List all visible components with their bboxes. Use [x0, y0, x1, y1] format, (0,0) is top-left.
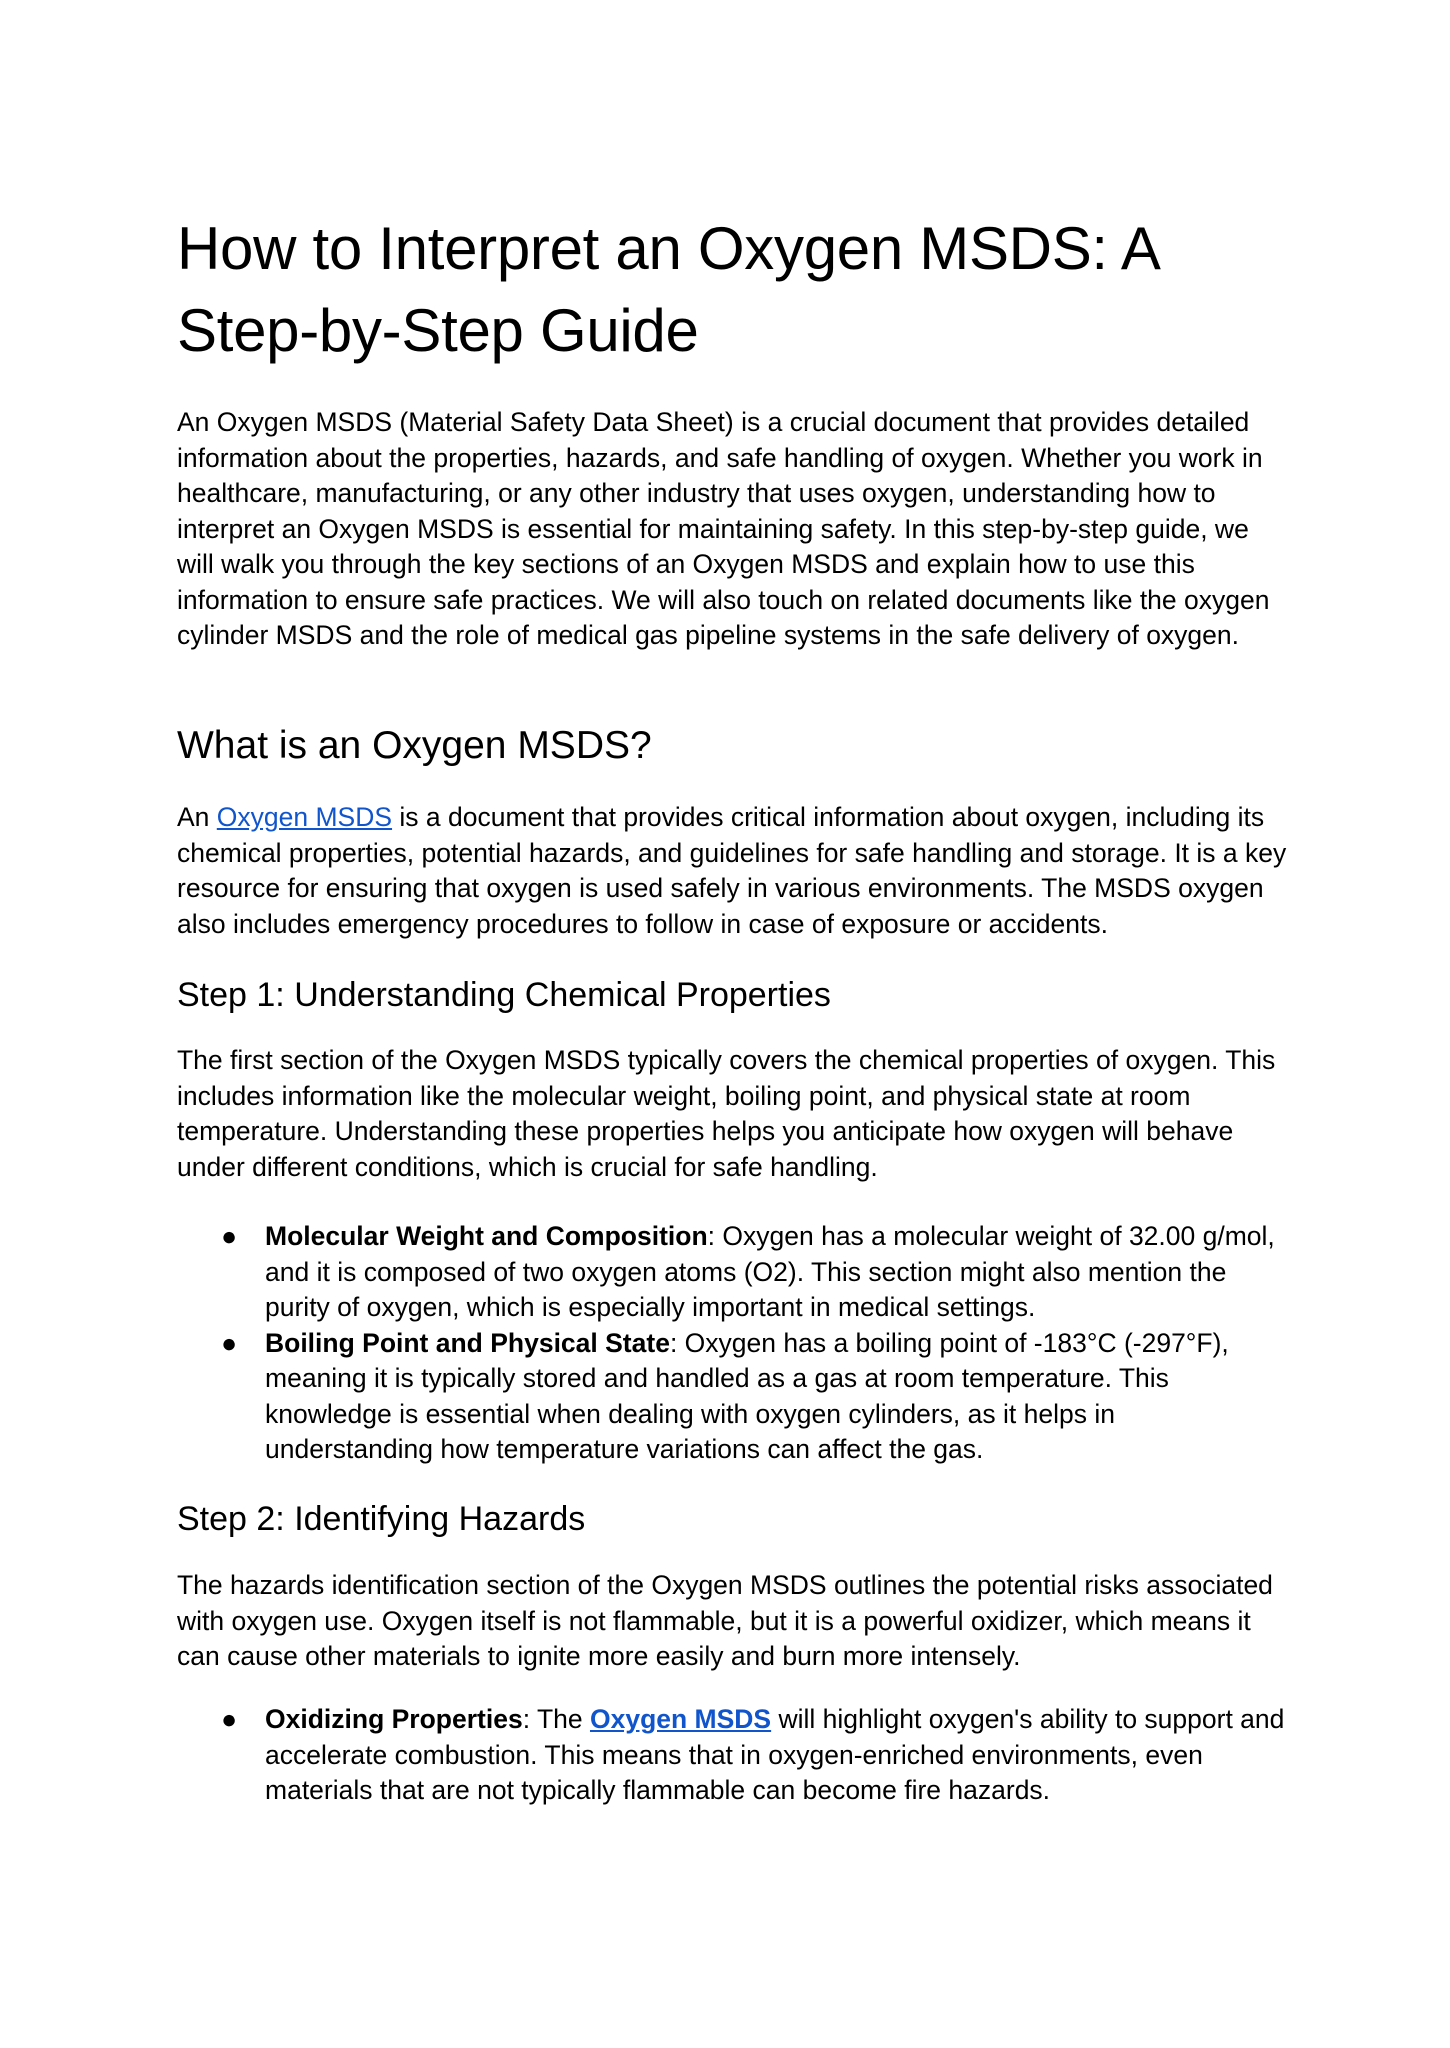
- section-heading-step-1: Step 1: Understanding Chemical Properties: [177, 976, 831, 1014]
- list-item: [177, 1219, 1287, 1326]
- text: is a document that provides critical information about oxygen, including its chemical properties, potential hazards, and guidelines for safe handling and storage. It is a key resource for ensuring that oxygen is used safely in various environments. The MSDS oxygen also includes emergency procedures to follow in case of exposure or accidents.: [177, 802, 1287, 939]
- intro-paragraph: An Oxygen MSDS (Material Safety Data Sheet) is a crucial document that provides detailed information about the properties, hazards, and safe handling of oxygen. Whether you work in healthcare, manufacturing, or any other industry that uses oxygen, understanding how to interpret an Oxygen MSDS is essential for maintaining safety. In this step-by-step guide, we will walk you through the key sections of an Oxygen MSDS and explain how to use this information to ensure safe practices. We will also touch on related documents like the oxygen cylinder MSDS and the role of medical gas pipeline systems in the safe delivery of oxygen.: [177, 407, 1270, 650]
- section-heading-step-2: Step 2: Identifying Hazards: [177, 1500, 586, 1538]
- what-is-paragraph: [177, 800, 1287, 942]
- bullet-label: Oxidizing Properties: [265, 1704, 523, 1734]
- step-1-paragraph: The first section of the Oxygen MSDS typically covers the chemical properties of oxygen. This includes information like the molecular weight, boiling point, and physical state at room temperature. Understanding these properties helps you anticipate how oxygen will behave under different conditions, which is crucial for safe handling.: [177, 1045, 1276, 1182]
- bullet-text: : Oxygen has a boiling point of -183°C (-297°F), meaning it is typically stored and handled as a gas at room temperature. This knowledge is essential when dealing with oxygen cylinders, as it helps in understanding how temperature variations can affect the gas.: [265, 1327, 1229, 1464]
- oxygen-msds-link[interactable]: Oxygen MSDS: [216, 802, 393, 832]
- section-heading-what-is: What is an Oxygen MSDS?: [177, 724, 652, 767]
- bullet-text: will highlight oxygen's ability to support and accelerate combustion. This means that in oxygen-enriched environments, even materials that are not typically flammable can become fire hazards.: [265, 1704, 1285, 1805]
- page-title: How to Interpret an Oxygen MSDS: A Step-by-Step Guide: [177, 215, 1158, 364]
- bullet-icon: ●: [221, 1327, 238, 1358]
- list-item: [177, 1326, 1287, 1468]
- bullet-icon: ●: [221, 1704, 238, 1734]
- list-item: [177, 1702, 1287, 1809]
- text: An: [177, 802, 217, 832]
- bullet-label: Molecular Weight and Composition: [265, 1221, 708, 1251]
- text: : The: [522, 1704, 590, 1734]
- step-1-bullet-list: [177, 1219, 1287, 1468]
- step-2-bullet-list: [177, 1702, 1287, 1809]
- bullet-label: Boiling Point and Physical State: [265, 1327, 670, 1358]
- oxygen-msds-link[interactable]: Oxygen MSDS: [589, 1704, 772, 1734]
- bullet-icon: ●: [221, 1221, 238, 1251]
- bullet-text: : Oxygen has a molecular weight of 32.00 g/mol, and it is composed of two oxygen atoms (O2). This section might also mention the purity of oxygen, which is especially important in medical settings.: [265, 1221, 1275, 1322]
- step-2-paragraph: The hazards identification section of the Oxygen MSDS outlines the potential risks associated with oxygen use. Oxygen itself is not flammable, but it is a powerful oxidizer, which means it can cause other materials to ignite more easily and burn more intensely.: [177, 1570, 1273, 1671]
